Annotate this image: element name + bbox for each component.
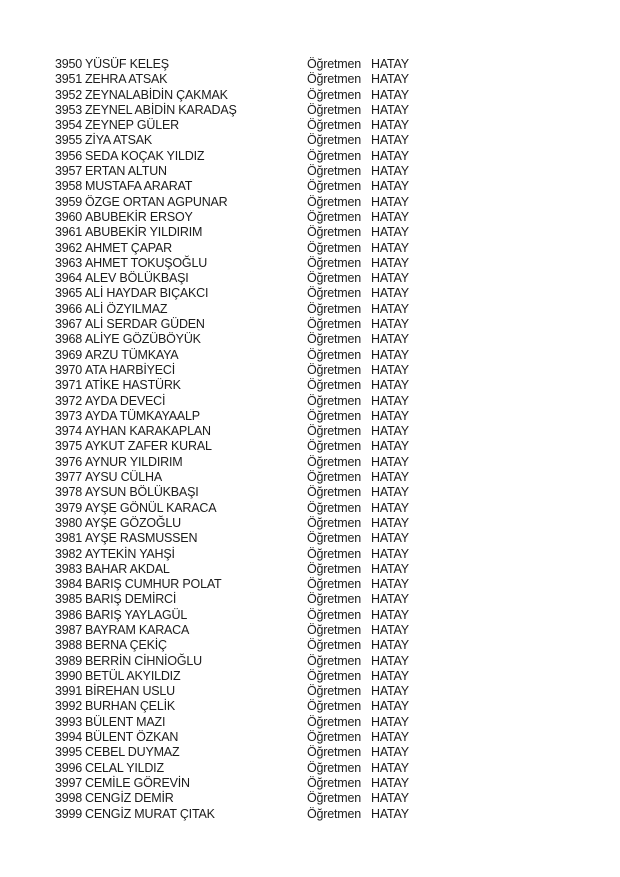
table-row xyxy=(0,271,620,286)
row-number: 3993 xyxy=(55,714,83,729)
person-name: AYKUT ZAFER KURAL xyxy=(85,439,212,454)
person-city: HATAY xyxy=(371,454,409,469)
row-number: 3989 xyxy=(55,653,83,668)
table-row xyxy=(0,715,620,730)
table-row xyxy=(0,118,620,133)
person-name: AYSU CÜLHA xyxy=(85,470,162,485)
row-number: 3952 xyxy=(55,87,83,102)
table-row xyxy=(0,179,620,194)
person-city: HATAY xyxy=(371,607,409,622)
person-role: Öğretmen xyxy=(307,209,361,224)
table-row xyxy=(0,654,620,669)
row-number: 3994 xyxy=(55,730,83,745)
person-role: Öğretmen xyxy=(307,286,361,301)
row-number: 3991 xyxy=(55,684,83,699)
person-city: HATAY xyxy=(371,57,409,71)
person-role: Öğretmen xyxy=(307,684,361,699)
row-number: 3964 xyxy=(55,271,83,286)
person-role: Öğretmen xyxy=(307,699,361,714)
person-city: HATAY xyxy=(371,470,409,485)
person-name: CENGİZ MURAT ÇITAK xyxy=(85,806,215,821)
table-row xyxy=(0,103,620,118)
person-name: ZEYNEP GÜLER xyxy=(85,118,179,133)
row-number: 3979 xyxy=(55,500,83,515)
table-row xyxy=(0,210,620,225)
person-city: HATAY xyxy=(371,684,409,699)
person-name: ÖZGE ORTAN AGPUNAR xyxy=(85,194,228,209)
personnel-list xyxy=(0,57,620,822)
person-name: MUSTAFA ARARAT xyxy=(85,179,193,194)
person-role: Öğretmen xyxy=(307,332,361,347)
person-role: Öğretmen xyxy=(307,424,361,439)
person-city: HATAY xyxy=(371,133,409,148)
person-name: ZEYNEL ABİDİN KARADAŞ xyxy=(85,102,237,117)
person-role: Öğretmen xyxy=(307,408,361,423)
table-row xyxy=(0,638,620,653)
row-number: 3968 xyxy=(55,332,83,347)
person-role: Öğretmen xyxy=(307,470,361,485)
row-number: 3955 xyxy=(55,133,83,148)
person-city: HATAY xyxy=(371,87,409,102)
table-row xyxy=(0,608,620,623)
table-row xyxy=(0,562,620,577)
person-city: HATAY xyxy=(371,317,409,332)
person-role: Öğretmen xyxy=(307,806,361,821)
row-number: 3977 xyxy=(55,470,83,485)
table-row xyxy=(0,761,620,776)
person-city: HATAY xyxy=(371,408,409,423)
table-row xyxy=(0,225,620,240)
person-role: Öğretmen xyxy=(307,561,361,576)
person-city: HATAY xyxy=(371,760,409,775)
table-row xyxy=(0,378,620,393)
person-city: HATAY xyxy=(371,301,409,316)
table-row xyxy=(0,516,620,531)
table-row xyxy=(0,241,620,256)
person-role: Öğretmen xyxy=(307,531,361,546)
person-role: Öğretmen xyxy=(307,301,361,316)
person-role: Öğretmen xyxy=(307,745,361,760)
table-row xyxy=(0,470,620,485)
person-name: BERNA ÇEKİÇ xyxy=(85,638,167,653)
row-number: 3998 xyxy=(55,791,83,806)
person-role: Öğretmen xyxy=(307,148,361,163)
person-name: ALİ ÖZYILMAZ xyxy=(85,301,168,316)
table-row xyxy=(0,699,620,714)
row-number: 3971 xyxy=(55,378,83,393)
table-row xyxy=(0,745,620,760)
person-name: ZİYA ATSAK xyxy=(85,133,153,148)
person-role: Öğretmen xyxy=(307,118,361,133)
person-name: AYŞE GÖZOĞLU xyxy=(85,515,182,530)
person-role: Öğretmen xyxy=(307,515,361,530)
person-role: Öğretmen xyxy=(307,638,361,653)
person-role: Öğretmen xyxy=(307,240,361,255)
person-name: AHMET ÇAPAR xyxy=(85,240,172,255)
person-name: YÜSÜF KELEŞ xyxy=(85,57,169,71)
row-number: 3980 xyxy=(55,515,83,530)
table-row xyxy=(0,348,620,363)
table-row xyxy=(0,547,620,562)
table-row xyxy=(0,684,620,699)
table-row xyxy=(0,669,620,684)
row-number: 3967 xyxy=(55,317,83,332)
person-name: BARIŞ YAYLAGÜL xyxy=(85,607,188,622)
person-city: HATAY xyxy=(371,118,409,133)
person-role: Öğretmen xyxy=(307,500,361,515)
table-row xyxy=(0,592,620,607)
row-number: 3950 xyxy=(55,57,83,71)
person-city: HATAY xyxy=(371,622,409,637)
row-number: 3976 xyxy=(55,454,83,469)
row-number: 3953 xyxy=(55,102,83,117)
person-role: Öğretmen xyxy=(307,179,361,194)
row-number: 3984 xyxy=(55,577,83,592)
person-city: HATAY xyxy=(371,485,409,500)
person-role: Öğretmen xyxy=(307,791,361,806)
person-role: Öğretmen xyxy=(307,164,361,179)
person-name: AYŞE GÖNÜL KARACA xyxy=(85,500,217,515)
row-number: 3972 xyxy=(55,393,83,408)
table-row xyxy=(0,531,620,546)
person-city: HATAY xyxy=(371,561,409,576)
person-role: Öğretmen xyxy=(307,730,361,745)
row-number: 3978 xyxy=(55,485,83,500)
person-city: HATAY xyxy=(371,148,409,163)
person-name: AYHAN KARAKAPLAN xyxy=(85,424,211,439)
person-name: ALİ SERDAR GÜDEN xyxy=(85,317,205,332)
person-name: ATİKE HASTÜRK xyxy=(85,378,181,393)
person-name: AHMET TOKUŞOĞLU xyxy=(85,255,208,270)
row-number: 3999 xyxy=(55,806,83,821)
person-city: HATAY xyxy=(371,240,409,255)
table-row xyxy=(0,501,620,516)
person-city: HATAY xyxy=(371,745,409,760)
person-name: AYNUR YILDIRIM xyxy=(85,454,183,469)
person-name: ALEV BÖLÜKBAŞI xyxy=(85,271,189,286)
person-name: ABUBEKİR ERSOY xyxy=(85,209,193,224)
person-name: ARZU TÜMKAYA xyxy=(85,347,179,362)
person-name: BÜLENT ÖZKAN xyxy=(85,730,179,745)
person-name: AYDA DEVECİ xyxy=(85,393,166,408)
person-city: HATAY xyxy=(371,102,409,117)
person-city: HATAY xyxy=(371,255,409,270)
person-city: HATAY xyxy=(371,393,409,408)
table-row xyxy=(0,286,620,301)
person-name: BİREHAN USLU xyxy=(85,684,175,699)
table-row xyxy=(0,577,620,592)
person-city: HATAY xyxy=(371,179,409,194)
person-city: HATAY xyxy=(371,546,409,561)
person-role: Öğretmen xyxy=(307,57,361,71)
table-row xyxy=(0,149,620,164)
person-role: Öğretmen xyxy=(307,775,361,790)
person-city: HATAY xyxy=(371,791,409,806)
row-number: 3990 xyxy=(55,668,83,683)
person-name: CELAL YILDIZ xyxy=(85,760,164,775)
person-role: Öğretmen xyxy=(307,393,361,408)
row-number: 3986 xyxy=(55,607,83,622)
row-number: 3954 xyxy=(55,118,83,133)
table-row xyxy=(0,133,620,148)
person-name: AYŞE RASMUSSEN xyxy=(85,531,198,546)
person-role: Öğretmen xyxy=(307,72,361,87)
person-name: BURHAN ÇELİK xyxy=(85,699,175,714)
table-row xyxy=(0,363,620,378)
person-role: Öğretmen xyxy=(307,592,361,607)
person-name: AYTEKİN YAHŞİ xyxy=(85,546,175,561)
person-name: BARIŞ CUMHUR POLAT xyxy=(85,577,222,592)
person-role: Öğretmen xyxy=(307,87,361,102)
person-name: AYSUN BÖLÜKBAŞI xyxy=(85,485,199,500)
person-role: Öğretmen xyxy=(307,546,361,561)
person-name: CEBEL DUYMAZ xyxy=(85,745,180,760)
person-city: HATAY xyxy=(371,72,409,87)
person-name: ATA HARBİYECİ xyxy=(85,362,176,377)
person-city: HATAY xyxy=(371,347,409,362)
row-number: 3970 xyxy=(55,362,83,377)
table-row xyxy=(0,455,620,470)
person-role: Öğretmen xyxy=(307,271,361,286)
row-number: 3985 xyxy=(55,592,83,607)
person-city: HATAY xyxy=(371,500,409,515)
table-row xyxy=(0,394,620,409)
person-role: Öğretmen xyxy=(307,347,361,362)
row-number: 3988 xyxy=(55,638,83,653)
person-city: HATAY xyxy=(371,515,409,530)
person-role: Öğretmen xyxy=(307,760,361,775)
person-name: CEMİLE GÖREVİN xyxy=(85,775,190,790)
row-number: 3969 xyxy=(55,347,83,362)
row-number: 3997 xyxy=(55,775,83,790)
row-number: 3957 xyxy=(55,164,83,179)
person-city: HATAY xyxy=(371,164,409,179)
row-number: 3974 xyxy=(55,424,83,439)
table-row xyxy=(0,195,620,210)
person-role: Öğretmen xyxy=(307,668,361,683)
person-role: Öğretmen xyxy=(307,194,361,209)
row-number: 3982 xyxy=(55,546,83,561)
person-role: Öğretmen xyxy=(307,133,361,148)
person-role: Öğretmen xyxy=(307,439,361,454)
person-role: Öğretmen xyxy=(307,102,361,117)
person-name: BÜLENT MAZI xyxy=(85,714,166,729)
table-row xyxy=(0,88,620,103)
row-number: 3956 xyxy=(55,148,83,163)
person-city: HATAY xyxy=(371,638,409,653)
person-name: ALİYE GÖZÜBÖYÜK xyxy=(85,332,201,347)
table-row xyxy=(0,256,620,271)
person-city: HATAY xyxy=(371,424,409,439)
person-city: HATAY xyxy=(371,271,409,286)
person-role: Öğretmen xyxy=(307,225,361,240)
person-name: BERRİN CİHNİOĞLU xyxy=(85,653,202,668)
person-city: HATAY xyxy=(371,209,409,224)
person-city: HATAY xyxy=(371,699,409,714)
person-city: HATAY xyxy=(371,668,409,683)
row-number: 3951 xyxy=(55,72,83,87)
row-number: 3965 xyxy=(55,286,83,301)
person-name: BAYRAM KARACA xyxy=(85,622,190,637)
person-city: HATAY xyxy=(371,332,409,347)
row-number: 3966 xyxy=(55,301,83,316)
table-row xyxy=(0,485,620,500)
person-name: BETÜL AKYILDIZ xyxy=(85,668,181,683)
person-city: HATAY xyxy=(371,653,409,668)
person-role: Öğretmen xyxy=(307,378,361,393)
person-role: Öğretmen xyxy=(307,362,361,377)
table-row xyxy=(0,317,620,332)
row-number: 3961 xyxy=(55,225,83,240)
person-city: HATAY xyxy=(371,577,409,592)
table-row xyxy=(0,807,620,822)
row-number: 3996 xyxy=(55,760,83,775)
table-row xyxy=(0,57,620,72)
person-role: Öğretmen xyxy=(307,577,361,592)
person-city: HATAY xyxy=(371,225,409,240)
person-city: HATAY xyxy=(371,775,409,790)
row-number: 3981 xyxy=(55,531,83,546)
person-role: Öğretmen xyxy=(307,653,361,668)
table-row xyxy=(0,302,620,317)
person-name: SEDA KOÇAK YILDIZ xyxy=(85,148,205,163)
person-city: HATAY xyxy=(371,730,409,745)
table-row xyxy=(0,439,620,454)
table-row xyxy=(0,791,620,806)
row-number: 3995 xyxy=(55,745,83,760)
person-role: Öğretmen xyxy=(307,714,361,729)
person-name: BARIŞ DEMİRCİ xyxy=(85,592,177,607)
person-city: HATAY xyxy=(371,286,409,301)
person-city: HATAY xyxy=(371,194,409,209)
person-name: ZEHRA ATSAK xyxy=(85,72,168,87)
table-row xyxy=(0,164,620,179)
person-role: Öğretmen xyxy=(307,255,361,270)
row-number: 3992 xyxy=(55,699,83,714)
table-row xyxy=(0,776,620,791)
table-row xyxy=(0,424,620,439)
person-city: HATAY xyxy=(371,531,409,546)
person-name: ALİ HAYDAR BIÇAKCI xyxy=(85,286,209,301)
row-number: 3975 xyxy=(55,439,83,454)
person-name: CENGİZ DEMİR xyxy=(85,791,174,806)
row-number: 3973 xyxy=(55,408,83,423)
person-role: Öğretmen xyxy=(307,454,361,469)
row-number: 3963 xyxy=(55,255,83,270)
row-number: 3960 xyxy=(55,209,83,224)
person-city: HATAY xyxy=(371,439,409,454)
row-number: 3958 xyxy=(55,179,83,194)
table-row xyxy=(0,730,620,745)
person-role: Öğretmen xyxy=(307,607,361,622)
row-number: 3962 xyxy=(55,240,83,255)
table-row xyxy=(0,623,620,638)
person-role: Öğretmen xyxy=(307,485,361,500)
person-city: HATAY xyxy=(371,378,409,393)
person-name: ABUBEKİR YILDIRIM xyxy=(85,225,203,240)
person-city: HATAY xyxy=(371,362,409,377)
person-name: AYDA TÜMKAYAALP xyxy=(85,408,200,423)
person-city: HATAY xyxy=(371,592,409,607)
row-number: 3987 xyxy=(55,622,83,637)
person-city: HATAY xyxy=(371,806,409,821)
person-role: Öğretmen xyxy=(307,622,361,637)
row-number: 3959 xyxy=(55,194,83,209)
table-row xyxy=(0,332,620,347)
person-role: Öğretmen xyxy=(307,317,361,332)
table-row xyxy=(0,72,620,87)
row-number: 3983 xyxy=(55,561,83,576)
person-name: ERTAN ALTUN xyxy=(85,164,167,179)
table-row xyxy=(0,409,620,424)
person-name: ZEYNALABİDİN ÇAKMAK xyxy=(85,87,228,102)
person-city: HATAY xyxy=(371,714,409,729)
person-name: BAHAR AKDAL xyxy=(85,561,170,576)
